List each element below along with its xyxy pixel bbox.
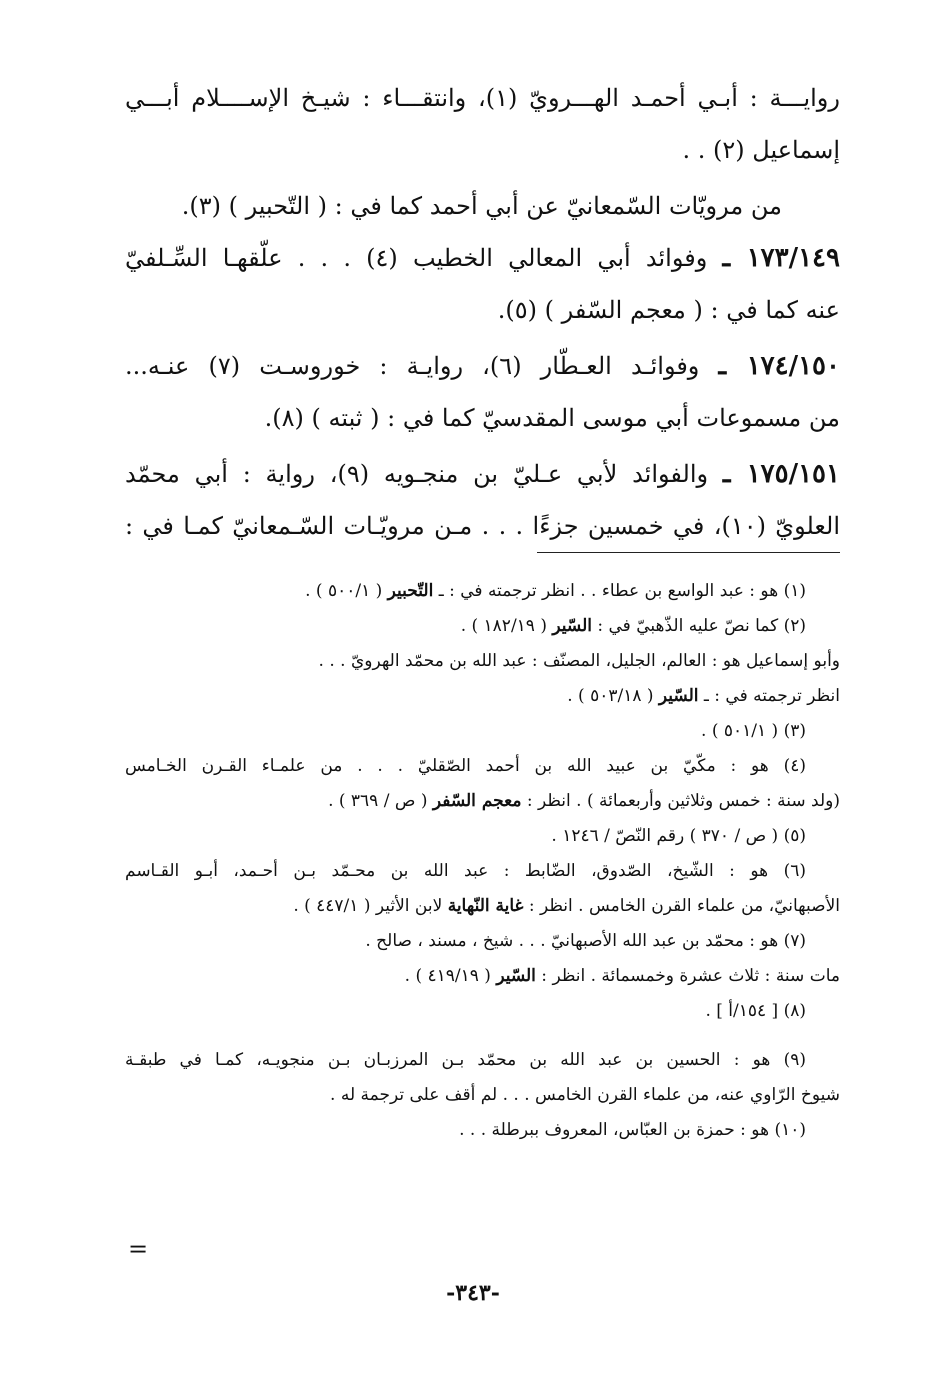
footnote-line: (١) هو : عبد الواسع بن عطاء . . انظر ترجمته في : ـ التّحبير ( ٥٠٠/١ ) . bbox=[305, 581, 806, 601]
footnote-line: انظر ترجمته في : ـ السّير ( ٥٠٣/١٨ ) . bbox=[567, 686, 840, 706]
entry-number: ١٧٣/١٤٩ ـ bbox=[722, 243, 840, 273]
footnote-line: مات سنة : ثلاث عشرة وخمسمائة . انظر : السّير ( ٤١٩/١٩ ) . bbox=[404, 966, 840, 986]
footnote-line: (٢) كما نصّ عليه الذّهبيّ في : السّير ( ١٨٢/١٩ ) . bbox=[460, 616, 806, 636]
footnote-line: (٤) هو : مكّيّ بن عبيد الله بن أحمد الصّقليّ . . . من علمـاء القـرن الخـامس bbox=[125, 756, 806, 776]
footnote-line: (ولد سنة : خمس وثلاثين وأربعمائة ) . انظر : معجم السّفر ( ص / ٣٦٩ ) . bbox=[328, 791, 840, 811]
entry-line-175 bbox=[125, 448, 840, 500]
text-line: العلويّ (١٠)، في خمسين جزءًا . . . مـن مرويّـات السّـمعانيّ كمـا في : bbox=[125, 512, 840, 540]
main-text bbox=[125, 72, 840, 552]
footnote-line: (٥) ( ص / ٣٧٠ ) رقم النّصّ / ١٢٤٦ . bbox=[551, 826, 806, 846]
entry-text: وفوائـد العـطّار (٦)، روايـة : خوروسـت (٧) عنـه... bbox=[125, 352, 700, 380]
page-number: -٣٤٣- bbox=[446, 1280, 500, 1306]
text-line: من مسموعات أبي موسى المقدسيّ كما في : ( ثبته ) (٨). bbox=[264, 404, 840, 432]
footnote-line: (٣) ( ٥٠١/١ ) . bbox=[701, 721, 806, 741]
footnote-line: (٧) هو : محمّد بن عبد الله الأصبهانيّ . . . شيخ ، مسند ، صالح . bbox=[365, 931, 806, 951]
entry-line-173 bbox=[125, 232, 840, 284]
entry-line-174 bbox=[125, 340, 840, 392]
text-line: من مرويّات السّمعانيّ عن أبي أحمد كما في : ( التّحبير ) (٣). bbox=[181, 192, 782, 220]
footnote-line: شيوخ الرّاوي عنه، من علماء القرن الخامس . . . لم أقف على ترجمة له . bbox=[330, 1085, 840, 1105]
footnotes bbox=[125, 574, 840, 1148]
entry-text: وفوائد أبي المعالي الخطيب (٤) . . . علّقهـا السِّـلفيّ bbox=[125, 244, 708, 272]
footnote-line: الأصبهانيّ، من علماء القرن الخامس . انظر : غاية النّهاية لابن الأثير ( ٤٤٧/١ ) . bbox=[293, 896, 840, 916]
entry-text: والفوائد لأبي عـليّ بن منجـويه (٩)، رواية : أبي محمّد bbox=[125, 460, 709, 488]
footnote-line: وأبو إسماعيل هو : العالم، الجليل، المصنّف : عبد الله بن محمّد الهرويّ . . . bbox=[318, 651, 840, 671]
footnote-line: (٨) [ ١٥٤/أ ] . bbox=[705, 1001, 806, 1021]
footnote-divider bbox=[537, 552, 840, 553]
text-line: إسماعيل (٢) . . bbox=[682, 136, 840, 164]
entry-number: ١٧٥/١٥١ ـ bbox=[722, 459, 840, 489]
footnote-line: (١٠) هو : حمزة بن العبّاس، المعروف ببرطلة . . . bbox=[459, 1120, 806, 1140]
text-line: روايـــة : أبـي أحمـد الهـــرويّ (١)، وانتقـــاء : شيـخ الإســــلام أبـــي bbox=[125, 84, 840, 112]
continuation-mark: = bbox=[128, 1235, 149, 1263]
footnote-line: (٩) هو : الحسين بن عبد الله بن محمّد بـن المرزبـان بـن منجويـه، كمـا في طبقـة bbox=[125, 1050, 806, 1070]
footnote-line: (٦) هو : الشّيخ، الصّدوق، الضّابط : عبد الله بن محـمّد بـن أحـمد، أبـو القـاسم bbox=[125, 861, 806, 881]
text-line: عنه كما في : ( معجم السّفر ) (٥). bbox=[497, 296, 840, 324]
entry-number: ١٧٤/١٥٠ ـ bbox=[718, 351, 840, 381]
